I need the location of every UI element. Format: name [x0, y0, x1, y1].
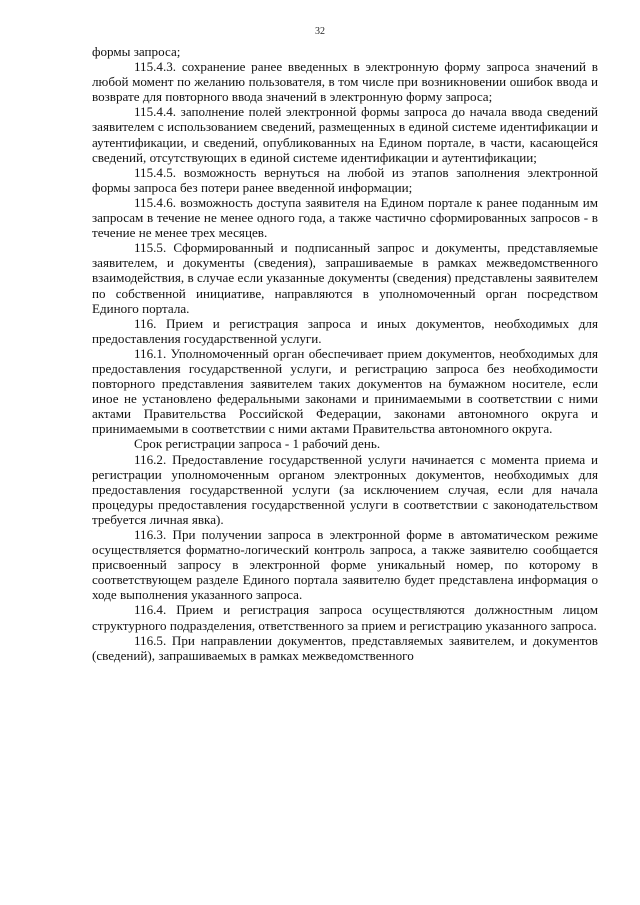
paragraph: 116.2. Предоставление государственной услуги начинается с момента приема и регистрации уполномоченным органом электронных документов, необходимых для предоставления государственной услуги (за исключением случая, если для начала процедуры предоставления государственной услуги в соответствии с законодательством требуется личная явка). — [92, 451, 598, 527]
paragraph: 115.4.3. сохранение ранее введенных в электронную форму запроса значений в любой момент по желанию пользователя, в том числе при возникновении ошибок ввода и возврате для повторного ввода значений в электронную форму запроса; — [92, 59, 598, 105]
page-number: 32 — [315, 26, 325, 37]
paragraph: 115.4.5. возможность вернуться на любой из этапов заполнения электронной формы запроса без потери ранее введенной информации; — [92, 164, 598, 195]
paragraph: Срок регистрации запроса - 1 рабочий день. — [134, 436, 381, 452]
document-body — [92, 44, 598, 663]
paragraph: формы запроса; — [92, 44, 181, 59]
paragraph: 116.1. Уполномоченный орган обеспечивает прием документов, необходимых для предоставления государственной услуги, и регистрацию запроса без необходимости повторного представления заявителем таких документов на бумажном носителе, если иное не установлено федеральными законами и принимаемыми в соответствии с ними актами Правительства Российской Федерации, законами автономного округа и принимаемыми в соответствии с ними актами Правительства автономного округа. — [92, 345, 598, 437]
paragraph: 116.5. При направлении документов, представляемых заявителем, и документов (сведений), запрашиваемых в рамках межведомственного — [92, 632, 598, 663]
paragraph: 116.4. Прием и регистрация запроса осуществляются должностным лицом структурного подразделения, ответственного за прием и регистрацию указанного запроса. — [92, 602, 598, 633]
paragraph: 116. Прием и регистрация запроса и иных документов, необходимых для предоставления государственной услуги. — [92, 315, 598, 346]
paragraph: 115.4.6. возможность доступа заявителя на Едином портале к ранее поданным им запросам в течение не менее одного года, а также частично сформированных запросов - в течение не менее трех месяцев. — [92, 194, 598, 241]
paragraph: 115.5. Сформированный и подписанный запрос и документы, представляемые заявителем, и документы (сведения), запрашиваемые в рамках межведомственного взаимодействия, в случае если указанные документы (сведения) представлены заявителем по собственной инициативе, направляются в уполномоченный орган посредством Единого портала. — [92, 240, 598, 316]
paragraph: 116.3. При получении запроса в электронной форме в автоматическом режиме осуществляется форматно-логический контроль запроса, а также заявителю сообщается присвоенный запросу в электронной форме уникальный номер, по которому в соответствующем разделе Единого портала заявителю будет представлена информация о ходе выполнения указанного запроса. — [92, 527, 598, 603]
paragraph: 115.4.4. заполнение полей электронной формы запроса до начала ввода сведений заявителем с использованием сведений, размещенных в единой системе идентификации и аутентификации, и сведений, опубликованных на Едином портале, в части, касающейся сведений, отсутствующих в единой системе идентификации и аутентификации; — [92, 104, 598, 165]
